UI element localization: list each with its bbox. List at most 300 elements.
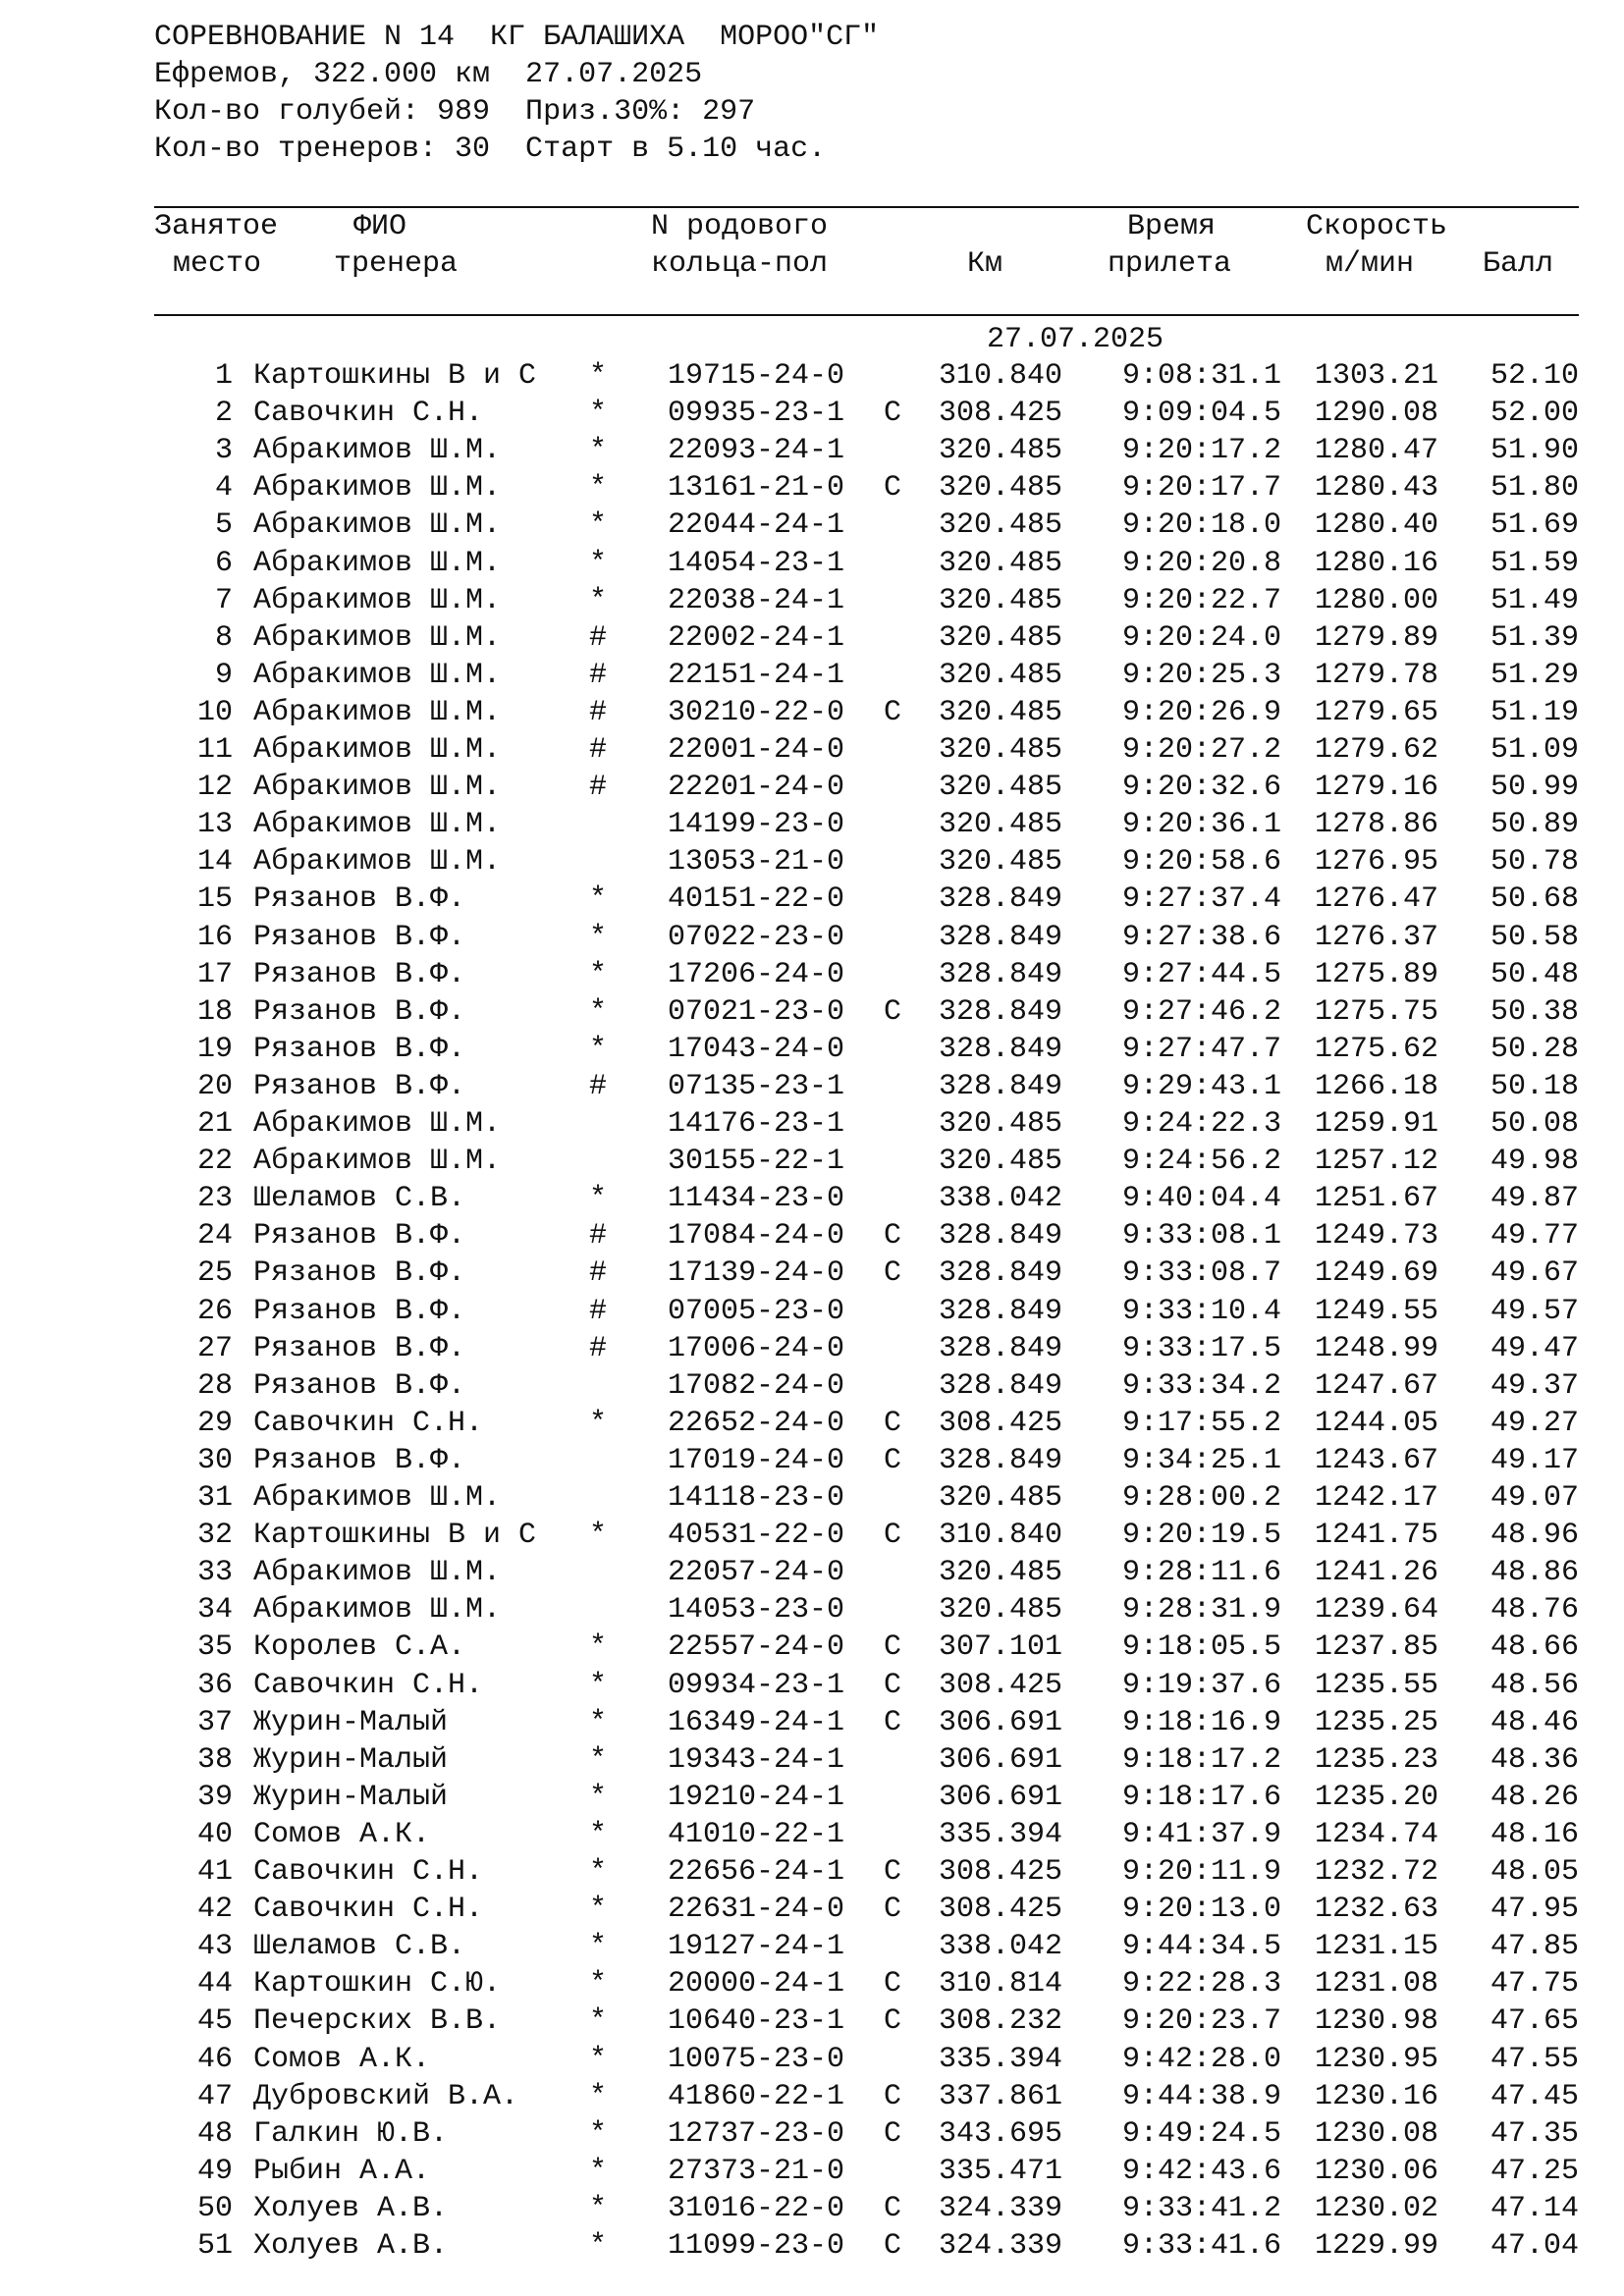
arrival-time: 9:44:38.9 (1121, 2079, 1281, 2113)
score-points: 51.90 (1489, 434, 1579, 468)
distance-km: 308.425 (938, 1668, 1062, 1702)
ring-number: 09935-23-1 (668, 397, 845, 431)
ring-number: 17043-24-0 (668, 1032, 845, 1066)
ring-number: 31016-22-0 (668, 2191, 845, 2225)
place-number: 4 (214, 471, 233, 506)
trainer-name: Холуев А.В. (253, 2229, 449, 2263)
trainer-name: Абракимов Ш.М. (253, 471, 502, 506)
trainer-name: Савочкин С.Н. (253, 1668, 484, 1702)
marker-symbol: * (589, 1855, 608, 1889)
place-number: 18 (196, 994, 233, 1029)
trainer-name: Абракимов Ш.М. (253, 1593, 502, 1628)
sex-code: С (884, 1519, 902, 1553)
marker-symbol: * (589, 1182, 608, 1216)
score-points: 49.37 (1489, 1368, 1579, 1403)
ring-number: 40531-22-0 (668, 1519, 845, 1553)
marker-symbol: * (589, 359, 608, 393)
score-points: 48.96 (1489, 1519, 1579, 1553)
distance-km: 328.849 (938, 1443, 1062, 1477)
distance-km: 343.695 (938, 2116, 1062, 2151)
col-ring-line2: кольца-пол (651, 247, 829, 281)
marker-symbol: # (589, 771, 608, 805)
score-points: 50.18 (1489, 1069, 1579, 1103)
ring-number: 17084-24-0 (668, 1219, 845, 1254)
arrival-time: 9:28:11.6 (1121, 1556, 1281, 1590)
ring-number: 19127-24-1 (668, 1930, 845, 1964)
sex-code: С (884, 1893, 902, 1927)
speed-m-per-min: 1235.20 (1314, 1780, 1438, 1814)
arrival-time: 9:42:28.0 (1121, 2042, 1281, 2076)
arrival-time: 9:20:58.6 (1121, 845, 1281, 880)
table-row (0, 1405, 1624, 1442)
place-number: 46 (196, 2042, 233, 2076)
speed-m-per-min: 1241.26 (1314, 1556, 1438, 1590)
ring-number: 14176-23-1 (668, 1107, 845, 1141)
score-points: 50.58 (1489, 920, 1579, 954)
col-name-line1: ФИО (353, 210, 407, 243)
marker-symbol: * (589, 1032, 608, 1066)
speed-m-per-min: 1251.67 (1314, 1182, 1438, 1216)
table-row (0, 2041, 1624, 2078)
place-number: 15 (196, 882, 233, 917)
trainer-name: Абракимов Ш.М. (253, 771, 502, 805)
marker-symbol: * (589, 2116, 608, 2151)
distance-km: 335.394 (938, 1817, 1062, 1851)
table-row (0, 1479, 1624, 1517)
place-number: 26 (196, 1294, 233, 1328)
table-row (0, 1554, 1624, 1591)
score-points: 50.89 (1489, 808, 1579, 842)
place-number: 50 (196, 2191, 233, 2225)
ring-number: 07135-23-1 (668, 1069, 845, 1103)
arrival-time: 9:20:27.2 (1121, 733, 1281, 767)
arrival-time: 9:18:17.2 (1121, 1742, 1281, 1777)
trainer-name: Абракимов Ш.М. (253, 695, 502, 729)
ring-number: 14199-23-0 (668, 808, 845, 842)
marker-symbol: * (589, 994, 608, 1029)
place-number: 28 (196, 1368, 233, 1403)
marker-symbol: # (589, 620, 608, 655)
col-ring-line1: N родового (651, 210, 829, 243)
arrival-time: 9:19:37.6 (1121, 1668, 1281, 1702)
speed-m-per-min: 1230.95 (1314, 2042, 1438, 2076)
place-number: 39 (196, 1780, 233, 1814)
trainer-name: Картошкины В и С (253, 359, 537, 393)
place-number: 45 (196, 2004, 233, 2039)
trainer-name: Абракимов Ш.М. (253, 733, 502, 767)
sex-code: С (884, 2229, 902, 2263)
distance-km: 320.485 (938, 620, 1062, 655)
score-points: 49.17 (1489, 1443, 1579, 1477)
ring-number: 07005-23-0 (668, 1294, 845, 1328)
speed-m-per-min: 1280.43 (1314, 471, 1438, 506)
table-row (0, 582, 1624, 619)
sex-code: С (884, 2079, 902, 2113)
arrival-time: 9:20:13.0 (1121, 1893, 1281, 1927)
marker-symbol: * (589, 2154, 608, 2188)
score-points: 48.46 (1489, 1705, 1579, 1739)
distance-km: 320.485 (938, 508, 1062, 543)
pigeon-count-line: Кол-во голубей: 989 Приз.30%: 297 (154, 95, 756, 129)
trainer-name: Рыбин А.А. (253, 2154, 431, 2188)
speed-m-per-min: 1276.47 (1314, 882, 1438, 917)
place-number: 30 (196, 1443, 233, 1477)
arrival-time: 9:28:00.2 (1121, 1481, 1281, 1515)
score-points: 50.99 (1489, 771, 1579, 805)
release-point-line: Ефремов, 322.000 км 27.07.2025 (154, 58, 703, 91)
ring-number: 19210-24-1 (668, 1780, 845, 1814)
table-row (0, 2190, 1624, 2227)
speed-m-per-min: 1290.08 (1314, 397, 1438, 431)
table-row (0, 1217, 1624, 1255)
speed-m-per-min: 1247.67 (1314, 1368, 1438, 1403)
trainer-name: Абракимов Ш.М. (253, 658, 502, 692)
distance-km: 328.849 (938, 1069, 1062, 1103)
table-row (0, 806, 1624, 843)
ring-number: 19343-24-1 (668, 1742, 845, 1777)
speed-m-per-min: 1276.95 (1314, 845, 1438, 880)
arrival-time: 9:33:10.4 (1121, 1294, 1281, 1328)
distance-km: 328.849 (938, 1219, 1062, 1254)
ring-number: 27373-21-0 (668, 2154, 845, 2188)
ring-number: 20000-24-1 (668, 1967, 845, 2002)
marker-symbol: * (589, 1930, 608, 1964)
trainer-name: Абракимов Ш.М. (253, 1556, 502, 1590)
score-points: 47.85 (1489, 1930, 1579, 1964)
place-number: 9 (214, 658, 233, 692)
marker-symbol: * (589, 1817, 608, 1851)
marker-symbol: * (589, 920, 608, 954)
speed-m-per-min: 1239.64 (1314, 1593, 1438, 1628)
arrival-time: 9:20:26.9 (1121, 695, 1281, 729)
place-number: 41 (196, 1855, 233, 1889)
score-points: 52.10 (1489, 359, 1579, 393)
table-row (0, 1068, 1624, 1105)
place-number: 19 (196, 1032, 233, 1066)
marker-symbol: * (589, 1668, 608, 1702)
distance-km: 306.691 (938, 1742, 1062, 1777)
marker-symbol: * (589, 583, 608, 617)
table-row (0, 731, 1624, 769)
place-number: 10 (196, 695, 233, 729)
table-row (0, 469, 1624, 507)
sex-code: С (884, 695, 902, 729)
trainer-name: Абракимов Ш.М. (253, 845, 502, 880)
table-row (0, 1667, 1624, 1704)
score-points: 50.48 (1489, 957, 1579, 991)
speed-m-per-min: 1231.15 (1314, 1930, 1438, 1964)
distance-km: 320.485 (938, 845, 1062, 880)
trainer-name: Абракимов Ш.М. (253, 808, 502, 842)
distance-km: 320.485 (938, 1107, 1062, 1141)
sex-code: С (884, 1967, 902, 2002)
arrival-time: 9:33:41.6 (1121, 2229, 1281, 2263)
arrival-time: 9:49:24.5 (1121, 2116, 1281, 2151)
ring-number: 17139-24-0 (668, 1256, 845, 1291)
distance-km: 328.849 (938, 1294, 1062, 1328)
score-points: 51.49 (1489, 583, 1579, 617)
arrival-time: 9:27:47.7 (1121, 1032, 1281, 1066)
arrival-time: 9:27:44.5 (1121, 957, 1281, 991)
marker-symbol: * (589, 2229, 608, 2263)
trainer-name: Рязанов В.Ф. (253, 1443, 466, 1477)
distance-km: 324.339 (938, 2229, 1062, 2263)
arrival-time: 9:08:31.1 (1121, 359, 1281, 393)
distance-km: 335.394 (938, 2042, 1062, 2076)
sex-code: С (884, 1705, 902, 1739)
place-number: 35 (196, 1630, 233, 1665)
trainer-name: Рязанов В.Ф. (253, 1331, 466, 1365)
ring-number: 41010-22-1 (668, 1817, 845, 1851)
speed-m-per-min: 1229.99 (1314, 2229, 1438, 2263)
arrival-time: 9:27:37.4 (1121, 882, 1281, 917)
col-place-line2: место (173, 247, 262, 281)
place-number: 1 (214, 359, 233, 393)
place-number: 49 (196, 2154, 233, 2188)
trainer-name: Савочкин С.Н. (253, 1893, 484, 1927)
distance-km: 328.849 (938, 1256, 1062, 1291)
distance-km: 310.840 (938, 359, 1062, 393)
place-number: 47 (196, 2079, 233, 2113)
place-number: 8 (214, 620, 233, 655)
marker-symbol: * (589, 2079, 608, 2113)
trainer-name: Рязанов В.Ф. (253, 1294, 466, 1328)
table-row (0, 1779, 1624, 1816)
speed-m-per-min: 1230.16 (1314, 2079, 1438, 2113)
place-number: 22 (196, 1145, 233, 1179)
trainer-name: Картошкины В и С (253, 1519, 537, 1553)
speed-m-per-min: 1279.89 (1314, 620, 1438, 655)
trainer-name: Савочкин С.Н. (253, 397, 484, 431)
distance-km: 320.485 (938, 771, 1062, 805)
distance-km: 320.485 (938, 434, 1062, 468)
marker-symbol: * (589, 1742, 608, 1777)
distance-km: 310.840 (938, 1519, 1062, 1553)
marker-symbol: # (589, 658, 608, 692)
col-speed-line2: м/мин (1326, 247, 1415, 281)
trainer-name: Абракимов Ш.М. (253, 434, 502, 468)
place-number: 11 (196, 733, 233, 767)
col-speed-line1: Скорость (1306, 210, 1448, 243)
score-points: 50.28 (1489, 1032, 1579, 1066)
col-name-line2: тренера (334, 247, 459, 281)
trainer-name: Рязанов В.Ф. (253, 1368, 466, 1403)
score-points: 47.65 (1489, 2004, 1579, 2039)
place-number: 24 (196, 1219, 233, 1254)
marker-symbol: * (589, 1630, 608, 1665)
arrival-time: 9:42:43.6 (1121, 2154, 1281, 2188)
sex-code: С (884, 1219, 902, 1254)
speed-m-per-min: 1279.62 (1314, 733, 1438, 767)
place-number: 21 (196, 1107, 233, 1141)
trainer-name: Сомов А.К. (253, 2042, 431, 2076)
marker-symbol: * (589, 508, 608, 543)
score-points: 48.56 (1489, 1668, 1579, 1702)
marker-symbol: * (589, 546, 608, 580)
table-row (0, 1143, 1624, 1180)
score-points: 48.66 (1489, 1630, 1579, 1665)
col-km: Км (967, 247, 1003, 281)
col-score: Балл (1483, 247, 1554, 281)
arrival-time: 9:20:18.0 (1121, 508, 1281, 543)
speed-m-per-min: 1275.62 (1314, 1032, 1438, 1066)
speed-m-per-min: 1244.05 (1314, 1406, 1438, 1440)
speed-m-per-min: 1237.85 (1314, 1630, 1438, 1665)
table-row (0, 993, 1624, 1031)
ring-number: 22151-24-1 (668, 658, 845, 692)
arrival-time: 9:20:20.8 (1121, 546, 1281, 580)
table-row (0, 1853, 1624, 1891)
arrival-time: 9:20:19.5 (1121, 1519, 1281, 1553)
speed-m-per-min: 1280.40 (1314, 508, 1438, 543)
distance-km: 320.485 (938, 1593, 1062, 1628)
place-number: 37 (196, 1705, 233, 1739)
ring-number: 22201-24-0 (668, 771, 845, 805)
score-points: 49.77 (1489, 1219, 1579, 1254)
ring-number: 13161-21-0 (668, 471, 845, 506)
arrival-time: 9:17:55.2 (1121, 1406, 1281, 1440)
score-points: 47.45 (1489, 2079, 1579, 2113)
distance-km: 320.485 (938, 471, 1062, 506)
ring-number: 17206-24-0 (668, 957, 845, 991)
distance-km: 308.425 (938, 397, 1062, 431)
place-number: 31 (196, 1481, 233, 1515)
table-row (0, 1928, 1624, 1965)
ring-number: 30210-22-0 (668, 695, 845, 729)
speed-m-per-min: 1248.99 (1314, 1331, 1438, 1365)
arrival-time: 9:33:08.1 (1121, 1219, 1281, 1254)
score-points: 49.87 (1489, 1182, 1579, 1216)
place-number: 12 (196, 771, 233, 805)
score-points: 51.80 (1489, 471, 1579, 506)
speed-m-per-min: 1279.78 (1314, 658, 1438, 692)
arrival-time: 9:33:34.2 (1121, 1368, 1281, 1403)
place-number: 34 (196, 1593, 233, 1628)
place-number: 33 (196, 1556, 233, 1590)
table-row (0, 769, 1624, 806)
score-points: 51.69 (1489, 508, 1579, 543)
arrival-time: 9:27:46.2 (1121, 994, 1281, 1029)
trainer-name: Холуев А.В. (253, 2191, 449, 2225)
arrival-time: 9:20:24.0 (1121, 620, 1281, 655)
sex-code: С (884, 1630, 902, 1665)
arrival-time: 9:29:43.1 (1121, 1069, 1281, 1103)
ring-number: 22652-24-0 (668, 1406, 845, 1440)
trainer-name: Журин-Малый (253, 1780, 449, 1814)
trainer-name: Абракимов Ш.М. (253, 508, 502, 543)
trainer-name: Журин-Малый (253, 1705, 449, 1739)
ring-number: 41860-22-1 (668, 2079, 845, 2113)
table-row (0, 694, 1624, 731)
distance-km: 328.849 (938, 994, 1062, 1029)
speed-m-per-min: 1232.63 (1314, 1893, 1438, 1927)
marker-symbol: * (589, 471, 608, 506)
table-row (0, 619, 1624, 657)
sex-code: С (884, 994, 902, 1029)
marker-symbol: * (589, 397, 608, 431)
place-number: 40 (196, 1817, 233, 1851)
col-place-line1: Занятое (154, 210, 279, 243)
speed-m-per-min: 1230.08 (1314, 2116, 1438, 2151)
marker-symbol: # (589, 695, 608, 729)
table-row (0, 1442, 1624, 1479)
ring-number: 22557-24-0 (668, 1630, 845, 1665)
place-number: 38 (196, 1742, 233, 1777)
distance-km: 328.849 (938, 1331, 1062, 1365)
table-row (0, 2153, 1624, 2190)
trainer-name: Рязанов В.Ф. (253, 1219, 466, 1254)
table-row (0, 507, 1624, 544)
table-row (0, 1517, 1624, 1554)
marker-symbol: # (589, 733, 608, 767)
table-row (0, 432, 1624, 469)
score-points: 50.08 (1489, 1107, 1579, 1141)
score-points: 50.78 (1489, 845, 1579, 880)
table-row (0, 1591, 1624, 1629)
trainer-name: Абракимов Ш.М. (253, 620, 502, 655)
speed-m-per-min: 1241.75 (1314, 1519, 1438, 1553)
table-row (0, 545, 1624, 582)
arrival-time: 9:20:17.2 (1121, 434, 1281, 468)
ring-number: 10075-23-0 (668, 2042, 845, 2076)
distance-km: 307.101 (938, 1630, 1062, 1665)
marker-symbol: # (589, 1069, 608, 1103)
place-number: 6 (214, 546, 233, 580)
speed-m-per-min: 1231.08 (1314, 1967, 1438, 2002)
ring-number: 07021-23-0 (668, 994, 845, 1029)
score-points: 47.25 (1489, 2154, 1579, 2188)
place-number: 48 (196, 2116, 233, 2151)
speed-m-per-min: 1280.47 (1314, 434, 1438, 468)
ring-number: 22656-24-1 (668, 1855, 845, 1889)
speed-m-per-min: 1230.02 (1314, 2191, 1438, 2225)
score-points: 50.68 (1489, 882, 1579, 917)
arrival-time: 9:33:41.2 (1121, 2191, 1281, 2225)
trainer-name: Абракимов Ш.М. (253, 1481, 502, 1515)
distance-km: 310.814 (938, 1967, 1062, 2002)
speed-m-per-min: 1280.16 (1314, 546, 1438, 580)
speed-m-per-min: 1235.55 (1314, 1668, 1438, 1702)
trainer-name: Королев С.А. (253, 1630, 466, 1665)
score-points: 48.86 (1489, 1556, 1579, 1590)
marker-symbol: * (589, 2042, 608, 2076)
place-number: 36 (196, 1668, 233, 1702)
arrival-time: 9:18:17.6 (1121, 1780, 1281, 1814)
ring-number: 19715-24-0 (668, 359, 845, 393)
distance-km: 320.485 (938, 1556, 1062, 1590)
ring-number: 09934-23-1 (668, 1668, 845, 1702)
score-points: 48.26 (1489, 1780, 1579, 1814)
arrival-time: 9:18:05.5 (1121, 1630, 1281, 1665)
sex-code: С (884, 1256, 902, 1291)
arrival-time: 9:33:08.7 (1121, 1256, 1281, 1291)
distance-km: 328.849 (938, 920, 1062, 954)
distance-km: 320.485 (938, 733, 1062, 767)
marker-symbol: # (589, 1331, 608, 1365)
sex-code: С (884, 397, 902, 431)
trainer-name: Галкин Ю.В. (253, 2116, 449, 2151)
arrival-time: 9:20:22.7 (1121, 583, 1281, 617)
trainer-name: Шеламов С.В. (253, 1182, 466, 1216)
score-points: 49.67 (1489, 1256, 1579, 1291)
arrival-time: 9:28:31.9 (1121, 1593, 1281, 1628)
speed-m-per-min: 1235.25 (1314, 1705, 1438, 1739)
score-points: 49.27 (1489, 1406, 1579, 1440)
trainer-name: Абракимов Ш.М. (253, 583, 502, 617)
table-row (0, 1367, 1624, 1405)
speed-m-per-min: 1230.98 (1314, 2004, 1438, 2039)
arrival-time: 9:24:56.2 (1121, 1145, 1281, 1179)
